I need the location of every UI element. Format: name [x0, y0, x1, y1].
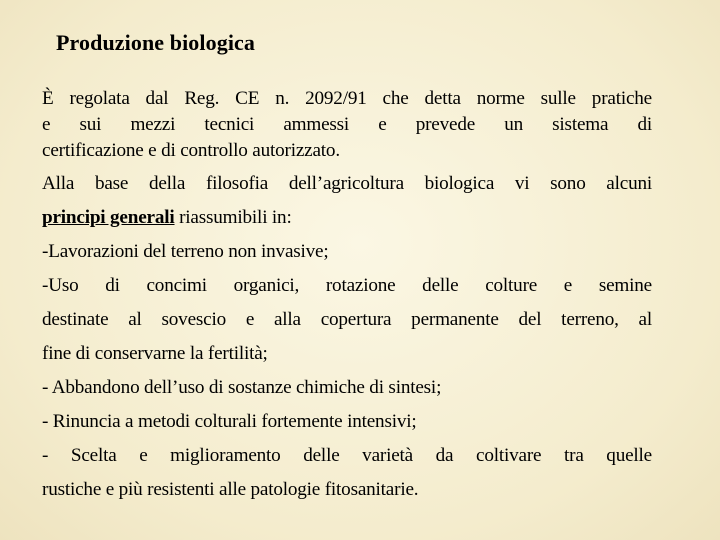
list-item: - Rinuncia a metodi colturali fortemente intensivi;	[42, 411, 417, 432]
principles-lead-end: riassumibili in:	[174, 207, 292, 228]
list-item: destinate al sovescio e alla copertura permanente del terreno, al	[42, 309, 652, 330]
slide-title: Produzione biologica	[56, 30, 255, 55]
list-item: rustiche e più resistenti alle patologie fitosanitarie.	[42, 479, 419, 500]
principles-lead: Alla base della filosofia dell’agricoltura biologica vi sono alcuni	[42, 173, 652, 194]
list-item: -Uso di concimi organici, rotazione delle colture e semine	[42, 275, 652, 296]
principles-lead-line	[42, 201, 652, 235]
list-item: - Scelta e miglioramento delle varietà da coltivare tra quelle	[42, 445, 652, 466]
intro-line: È regolata dal Reg. CE n. 2092/91 che detta norme sulle pratiche	[42, 88, 652, 109]
principles-paragraph	[42, 167, 652, 507]
list-item: -Lavorazioni del terreno non invasive;	[42, 241, 329, 262]
intro-paragraph	[42, 86, 652, 164]
list-item: - Abbandono dell’uso di sostanze chimiche di sintesi;	[42, 377, 442, 398]
slide-body	[42, 86, 652, 507]
principles-highlight: principi generali	[42, 207, 175, 228]
intro-line: e sui mezzi tecnici ammessi e prevede un sistema di	[42, 114, 652, 135]
intro-line: certificazione e di controllo autorizzato.	[42, 140, 340, 161]
list-item: fine di conservarne la fertilità;	[42, 343, 268, 364]
